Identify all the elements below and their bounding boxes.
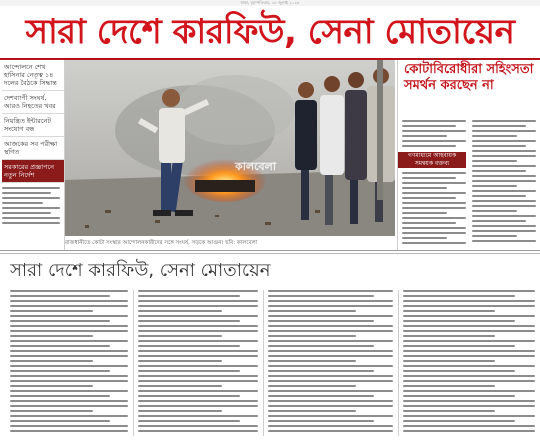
column-divider [263, 290, 264, 436]
body-text-col3 [268, 290, 393, 436]
teaser-item[interactable]: দেশব্যাপী সংঘর্ষ, আরও নিহতের খবর [2, 91, 64, 114]
date-line: ঢাকা, বৃহস্পতিবার, ১৮ জুলাই ২০২৪ [240, 0, 300, 5]
body-text-col1 [10, 290, 128, 436]
teaser-item[interactable]: নিয়ন্ত্রিত ইন্টারনেট সংযোগ বন্ধ [2, 114, 64, 137]
body-text-col2 [138, 290, 258, 436]
section-rule-thin [0, 253, 540, 254]
main-photo [65, 60, 395, 236]
teaser-column [2, 60, 64, 250]
teaser-body-text [2, 187, 60, 227]
right-story-text-col2 [472, 120, 536, 248]
teaser-item[interactable]: আজকের সব পরীক্ষা স্থগিত [2, 137, 64, 160]
right-story-text [402, 120, 466, 150]
right-story-text-col1b [402, 172, 466, 248]
column-divider [133, 290, 134, 436]
photo-caption: রাজধানীতে কোটা সংস্কার আন্দোলনকারীদের সঙ্গে সংঘর্ষ, সড়কে আগুন। ছবি: কালবেলা [65, 240, 258, 246]
second-headline: সারা দেশে কারফিউ, সেনা মোতায়েন [10, 260, 271, 281]
section-rule [0, 250, 540, 251]
photo-watermark: কালবেলা [235, 160, 277, 173]
teaser-item[interactable]: আন্দোলনে শেখ হাসিনার নেতৃত্ব ১৪ দলের বৈঠকে সিদ্ধান্ত [2, 60, 64, 91]
right-story-title: কোটাবিরোধীরা সহিংসতা সমর্থন করছেন না [404, 62, 534, 93]
red-label-box: গণমাধ্যমে আহবায়ক সমন্বয়ক বক্তব্য [398, 152, 466, 168]
body-text-col4 [403, 290, 535, 436]
teaser-item-highlight[interactable]: সরকারের প্রজ্ঞাপনে নতুন নির্দেশ [2, 160, 64, 183]
protest-scene-image [65, 60, 395, 236]
right-story[interactable] [398, 60, 538, 118]
main-headline: সারা দেশে কারফিউ, সেনা মোতায়েন [25, 12, 515, 52]
column-divider [398, 290, 399, 436]
